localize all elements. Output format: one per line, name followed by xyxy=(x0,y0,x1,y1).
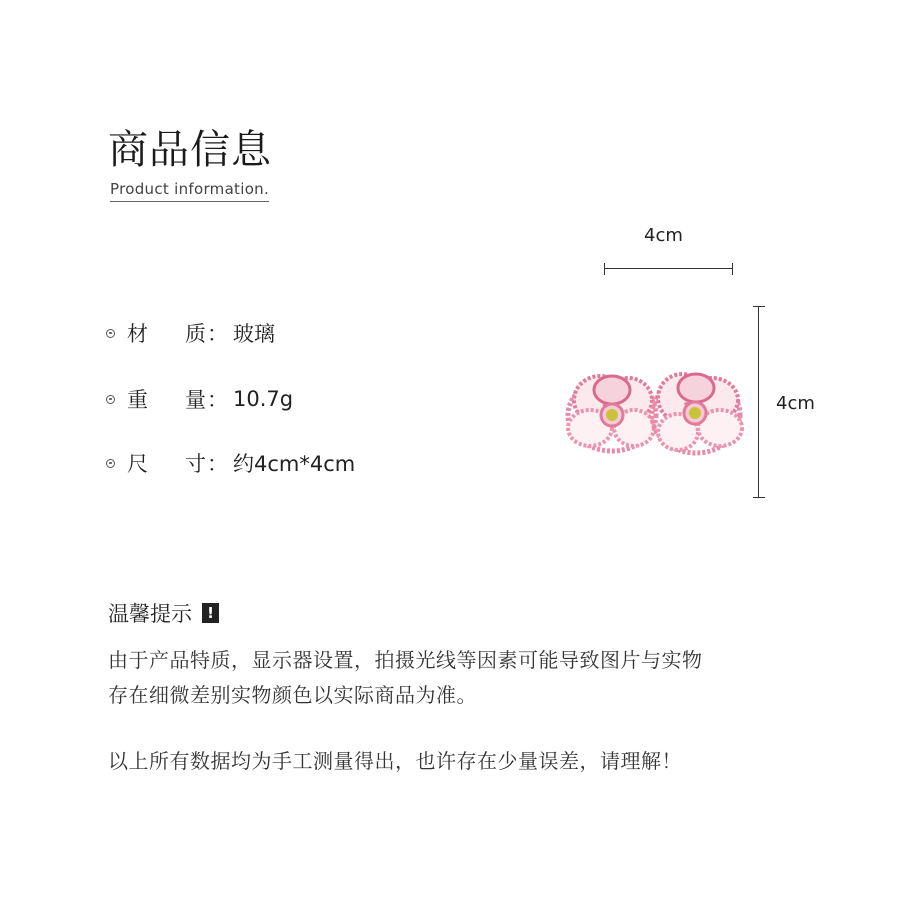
spec-key-first-char: 材 xyxy=(127,322,148,346)
spec-colon: ： xyxy=(207,322,228,346)
height-dimension-cap-top xyxy=(753,306,765,307)
page-subtitle: Product information. xyxy=(110,180,269,202)
spec-key-first-char: 重 xyxy=(127,388,148,412)
spec-value: 10.7g xyxy=(233,387,294,411)
height-dimension-label: 4cm xyxy=(776,393,815,414)
bullet-icon xyxy=(106,459,115,468)
flower-earrings-image xyxy=(560,360,750,460)
tips-line-1: 由于产品特质，显示器设置，拍摄光线等因素可能导致图片与实物 xyxy=(108,648,703,672)
width-dimension-label: 4cm xyxy=(644,225,683,246)
spec-row-size xyxy=(106,448,355,478)
page-title: 商品信息 xyxy=(108,127,272,173)
exclamation-icon: ! xyxy=(202,603,219,623)
tips-title: 温馨提示 xyxy=(108,602,192,626)
spec-value: 玻璃 xyxy=(233,322,275,346)
spec-row-material xyxy=(106,318,275,348)
width-dimension-line xyxy=(604,268,733,269)
bullet-icon xyxy=(106,395,115,404)
tips-line-3: 以上所有数据均为手工测量得出，也许存在少量误差，请理解！ xyxy=(108,749,682,773)
spec-value: 约4cm*4cm xyxy=(233,452,356,476)
spec-colon: ： xyxy=(207,452,228,476)
width-dimension-cap-right xyxy=(732,263,733,275)
tips-line-2: 存在细微差别实物颜色以实际商品为准。 xyxy=(108,683,477,707)
bullet-icon xyxy=(106,329,115,338)
spec-key-second-char: 质 xyxy=(185,322,206,346)
left-flower-earring xyxy=(568,376,656,451)
width-dimension-cap-left xyxy=(604,263,605,275)
spec-key-second-char: 寸 xyxy=(185,452,206,476)
height-dimension-cap-bottom xyxy=(753,497,765,498)
tips-heading xyxy=(108,598,219,628)
spec-colon: ： xyxy=(207,388,228,412)
spec-key-first-char: 尺 xyxy=(127,452,148,476)
spec-key-second-char: 量 xyxy=(185,388,206,412)
height-dimension-line xyxy=(758,306,759,498)
right-flower-earring xyxy=(652,374,742,453)
spec-row-weight xyxy=(106,384,293,414)
